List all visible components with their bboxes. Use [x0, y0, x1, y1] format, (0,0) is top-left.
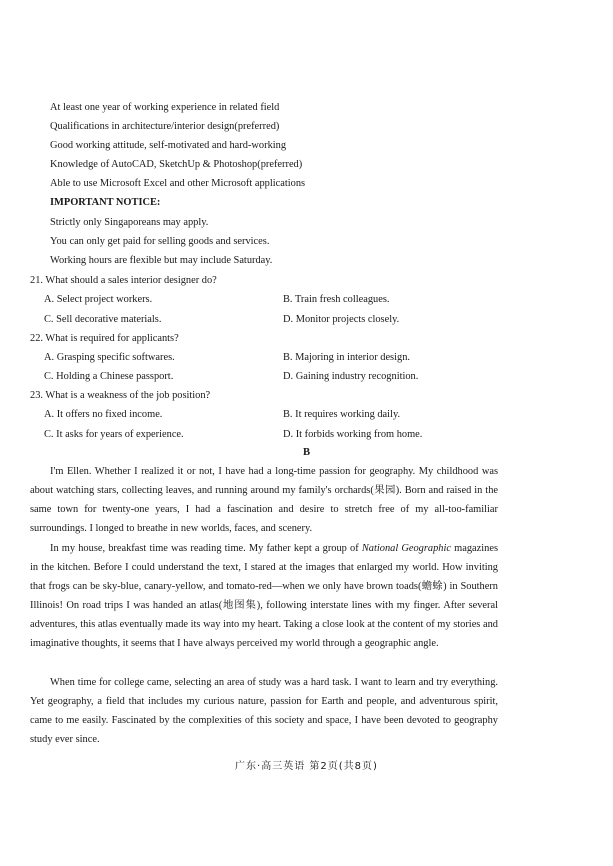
- question-21-option-a: A. Select project workers.: [44, 294, 153, 305]
- question-23-option-a: A. It offers no fixed income.: [44, 409, 163, 420]
- question-21-stem: 21. What should a sales interior designer do?: [30, 275, 217, 286]
- magazine-title: National Geographic: [361, 543, 451, 554]
- notice-item: You can only get paid for selling goods and services.: [50, 236, 270, 247]
- notice-item: Strictly only Singaporeans may apply.: [50, 217, 209, 228]
- section-label: B: [302, 447, 311, 458]
- question-23-option-d: D. It forbids working from home.: [283, 429, 423, 440]
- notice-item: Working hours are flexible but may include Saturday.: [50, 255, 273, 266]
- passage-paragraph-1: I'm Ellen. Whether I realized it or not, I have had a long-time passion for geography. My childhood was about watching stars, collecting leaves, and running around my family's orchards(果园). Born and raised in the same town for twenty-one years, I had a fascination and desire to stretch free of my all-too-familiar surroundings. I longed to breathe in new worlds, faces, and scenery.: [30, 466, 498, 534]
- question-21-option-c: C. Sell decorative materials.: [44, 314, 162, 325]
- question-21-option-d: D. Monitor projects closely.: [283, 314, 400, 325]
- question-22-option-a: A. Grasping specific softwares.: [44, 352, 175, 363]
- requirement-item: Qualifications in architecture/interior design(preferred): [50, 121, 280, 132]
- question-23-stem: 23. What is a weakness of the job position?: [30, 390, 211, 401]
- question-22-option-d: D. Gaining industry recognition.: [283, 371, 419, 382]
- question-22-option-c: C. Holding a Chinese passport.: [44, 371, 174, 382]
- requirement-item: Knowledge of AutoCAD, SketchUp & Photoshop(preferred): [50, 159, 303, 170]
- question-23-option-c: C. It asks for years of experience.: [44, 429, 184, 440]
- passage-paragraph-3: When time for college came, selecting an area of study was a hard task. I want to learn and try everything. Yet geography, a field that includes my curious nature, passion for Earth and people, and adventurous spirit, came to me easily. Fascinated by the complexities of this society and space, I have been devoted to geography study ever since.: [30, 677, 498, 745]
- question-23-option-b: B. It requires working daily.: [283, 409, 401, 420]
- passage-paragraph-2: [30, 539, 498, 653]
- paragraph-text: magazines in the kitchen. Before I could understand the text, I stared at the images that enlarged my world. How inviting that frogs can be sky-blue, canary-yellow, and tomato-red—when we only have brown toads(蟾蜍) in Southern Illinois! On road trips I was handed an atlas(地图集), following interstate lines with my finger. After several adventures, this atlas eventually made its way into my heart. Taking a close look at the content of my stories and imaginative thoughts, it seems that I have always perceived my world through a geographic angle.: [30, 543, 498, 649]
- requirement-item: Good working attitude, self-motivated and hard-working: [50, 140, 287, 151]
- question-22-option-b: B. Majoring in interior design.: [283, 352, 410, 363]
- question-21-option-b: B. Train fresh colleagues.: [283, 294, 390, 305]
- notice-title: IMPORTANT NOTICE:: [50, 197, 161, 208]
- page-footer: 广东·高三英语 第2页(共8页): [235, 761, 378, 772]
- paragraph-text: In my house, breakfast time was reading time. My father kept a group of: [50, 543, 362, 554]
- question-22-stem: 22. What is required for applicants?: [30, 333, 179, 344]
- requirement-item: Able to use Microsoft Excel and other Microsoft applications: [50, 178, 306, 189]
- requirement-item: At least one year of working experience in related field: [50, 102, 280, 113]
